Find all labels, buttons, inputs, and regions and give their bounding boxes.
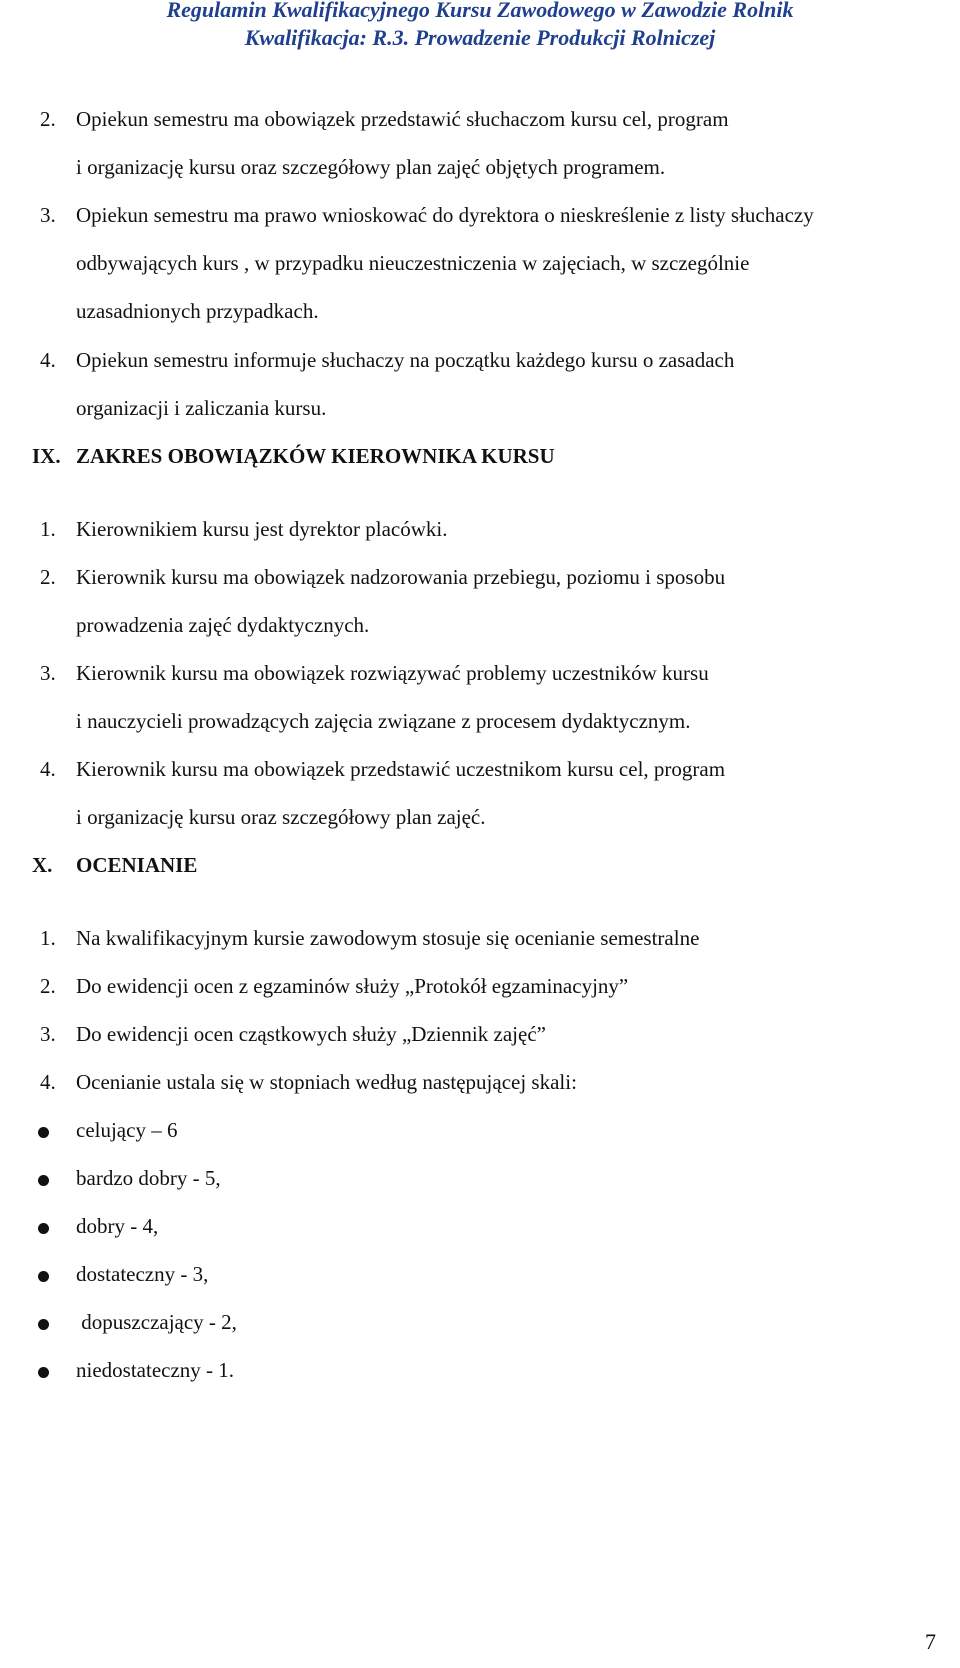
section-roman-numeral: X.: [32, 853, 53, 877]
paragraph-line: Kierownik kursu ma obowiązek nadzorowania przebiegu, poziomu i sposobu: [76, 565, 726, 589]
paragraph-line: Opiekun semestru ma prawo wnioskować do dyrektora o nieskreślenie z listy słuchaczy: [76, 203, 814, 227]
item-number: 3.: [40, 203, 56, 227]
paragraph-line: Do ewidencji ocen z egzaminów służy „Protokół egzaminacyjny”: [76, 974, 629, 998]
paragraph-line: organizacji i zaliczania kursu.: [76, 396, 327, 420]
header-title: Regulamin Kwalifikacyjnego Kursu Zawodowego w Zawodzie Rolnik: [166, 0, 794, 22]
scale-item: dobry - 4,: [76, 1214, 159, 1238]
item-number: 4.: [40, 1070, 56, 1094]
scale-item: bardzo dobry - 5,: [76, 1166, 221, 1190]
section-roman-numeral: IX.: [32, 444, 61, 468]
page-number: 7: [925, 1629, 936, 1654]
bullet-icon: [38, 1127, 49, 1138]
item-number: 1.: [40, 517, 56, 541]
item-number: 2.: [40, 107, 56, 131]
paragraph-line: Kierownik kursu ma obowiązek rozwiązywać problemy uczestników kursu: [76, 661, 709, 685]
scale-item: niedostateczny - 1.: [76, 1358, 235, 1382]
paragraph-line: Opiekun semestru ma obowiązek przedstawić słuchaczom kursu cel, program: [76, 107, 729, 131]
paragraph-line: i organizację kursu oraz szczegółowy plan zajęć objętych programem.: [76, 155, 666, 179]
section-heading: OCENIANIE: [76, 853, 198, 877]
paragraph-line: Kierownikiem kursu jest dyrektor placówki.: [76, 517, 448, 541]
paragraph-line: Ocenianie ustala się w stopniach według następującej skali:: [76, 1070, 577, 1094]
paragraph-line: uzasadnionych przypadkach.: [76, 299, 319, 323]
item-number: 2.: [40, 974, 56, 998]
item-number: 4.: [40, 757, 56, 781]
paragraph-line: Na kwalifikacyjnym kursie zawodowym stosuje się ocenianie semestralne: [76, 926, 700, 950]
paragraph-line: Opiekun semestru informuje słuchaczy na początku każdego kursu o zasadach: [76, 348, 735, 372]
bullet-icon: [38, 1271, 49, 1282]
bullet-icon: [38, 1319, 49, 1330]
scale-item: dopuszczający - 2,: [76, 1310, 237, 1334]
item-number: 1.: [40, 926, 56, 950]
item-number: 3.: [40, 661, 56, 685]
bullet-icon: [38, 1223, 49, 1234]
item-number: 2.: [40, 565, 56, 589]
bullet-icon: [38, 1175, 49, 1186]
item-number: 4.: [40, 348, 56, 372]
header-subtitle: Kwalifikacja: R.3. Prowadzenie Produkcji Rolniczej: [244, 25, 716, 50]
scale-item: dostateczny - 3,: [76, 1262, 209, 1286]
paragraph-line: Kierownik kursu ma obowiązek przedstawić uczestnikom kursu cel, program: [76, 757, 726, 781]
bullet-icon: [38, 1367, 49, 1378]
paragraph-line: i nauczycieli prowadzących zajęcia związane z procesem dydaktycznym.: [76, 709, 691, 733]
paragraph-line: odbywających kurs , w przypadku nieuczestniczenia w zajęciach, w szczególnie: [76, 251, 750, 275]
paragraph-line: i organizację kursu oraz szczegółowy plan zajęć.: [76, 805, 486, 829]
section-heading: ZAKRES OBOWIĄZKÓW KIEROWNIKA KURSU: [76, 444, 555, 468]
paragraph-line: Do ewidencji ocen cząstkowych służy „Dziennik zajęć”: [76, 1022, 546, 1046]
paragraph-line: prowadzenia zajęć dydaktycznych.: [76, 613, 370, 637]
scale-item: celujący – 6: [76, 1118, 178, 1142]
item-number: 3.: [40, 1022, 56, 1046]
